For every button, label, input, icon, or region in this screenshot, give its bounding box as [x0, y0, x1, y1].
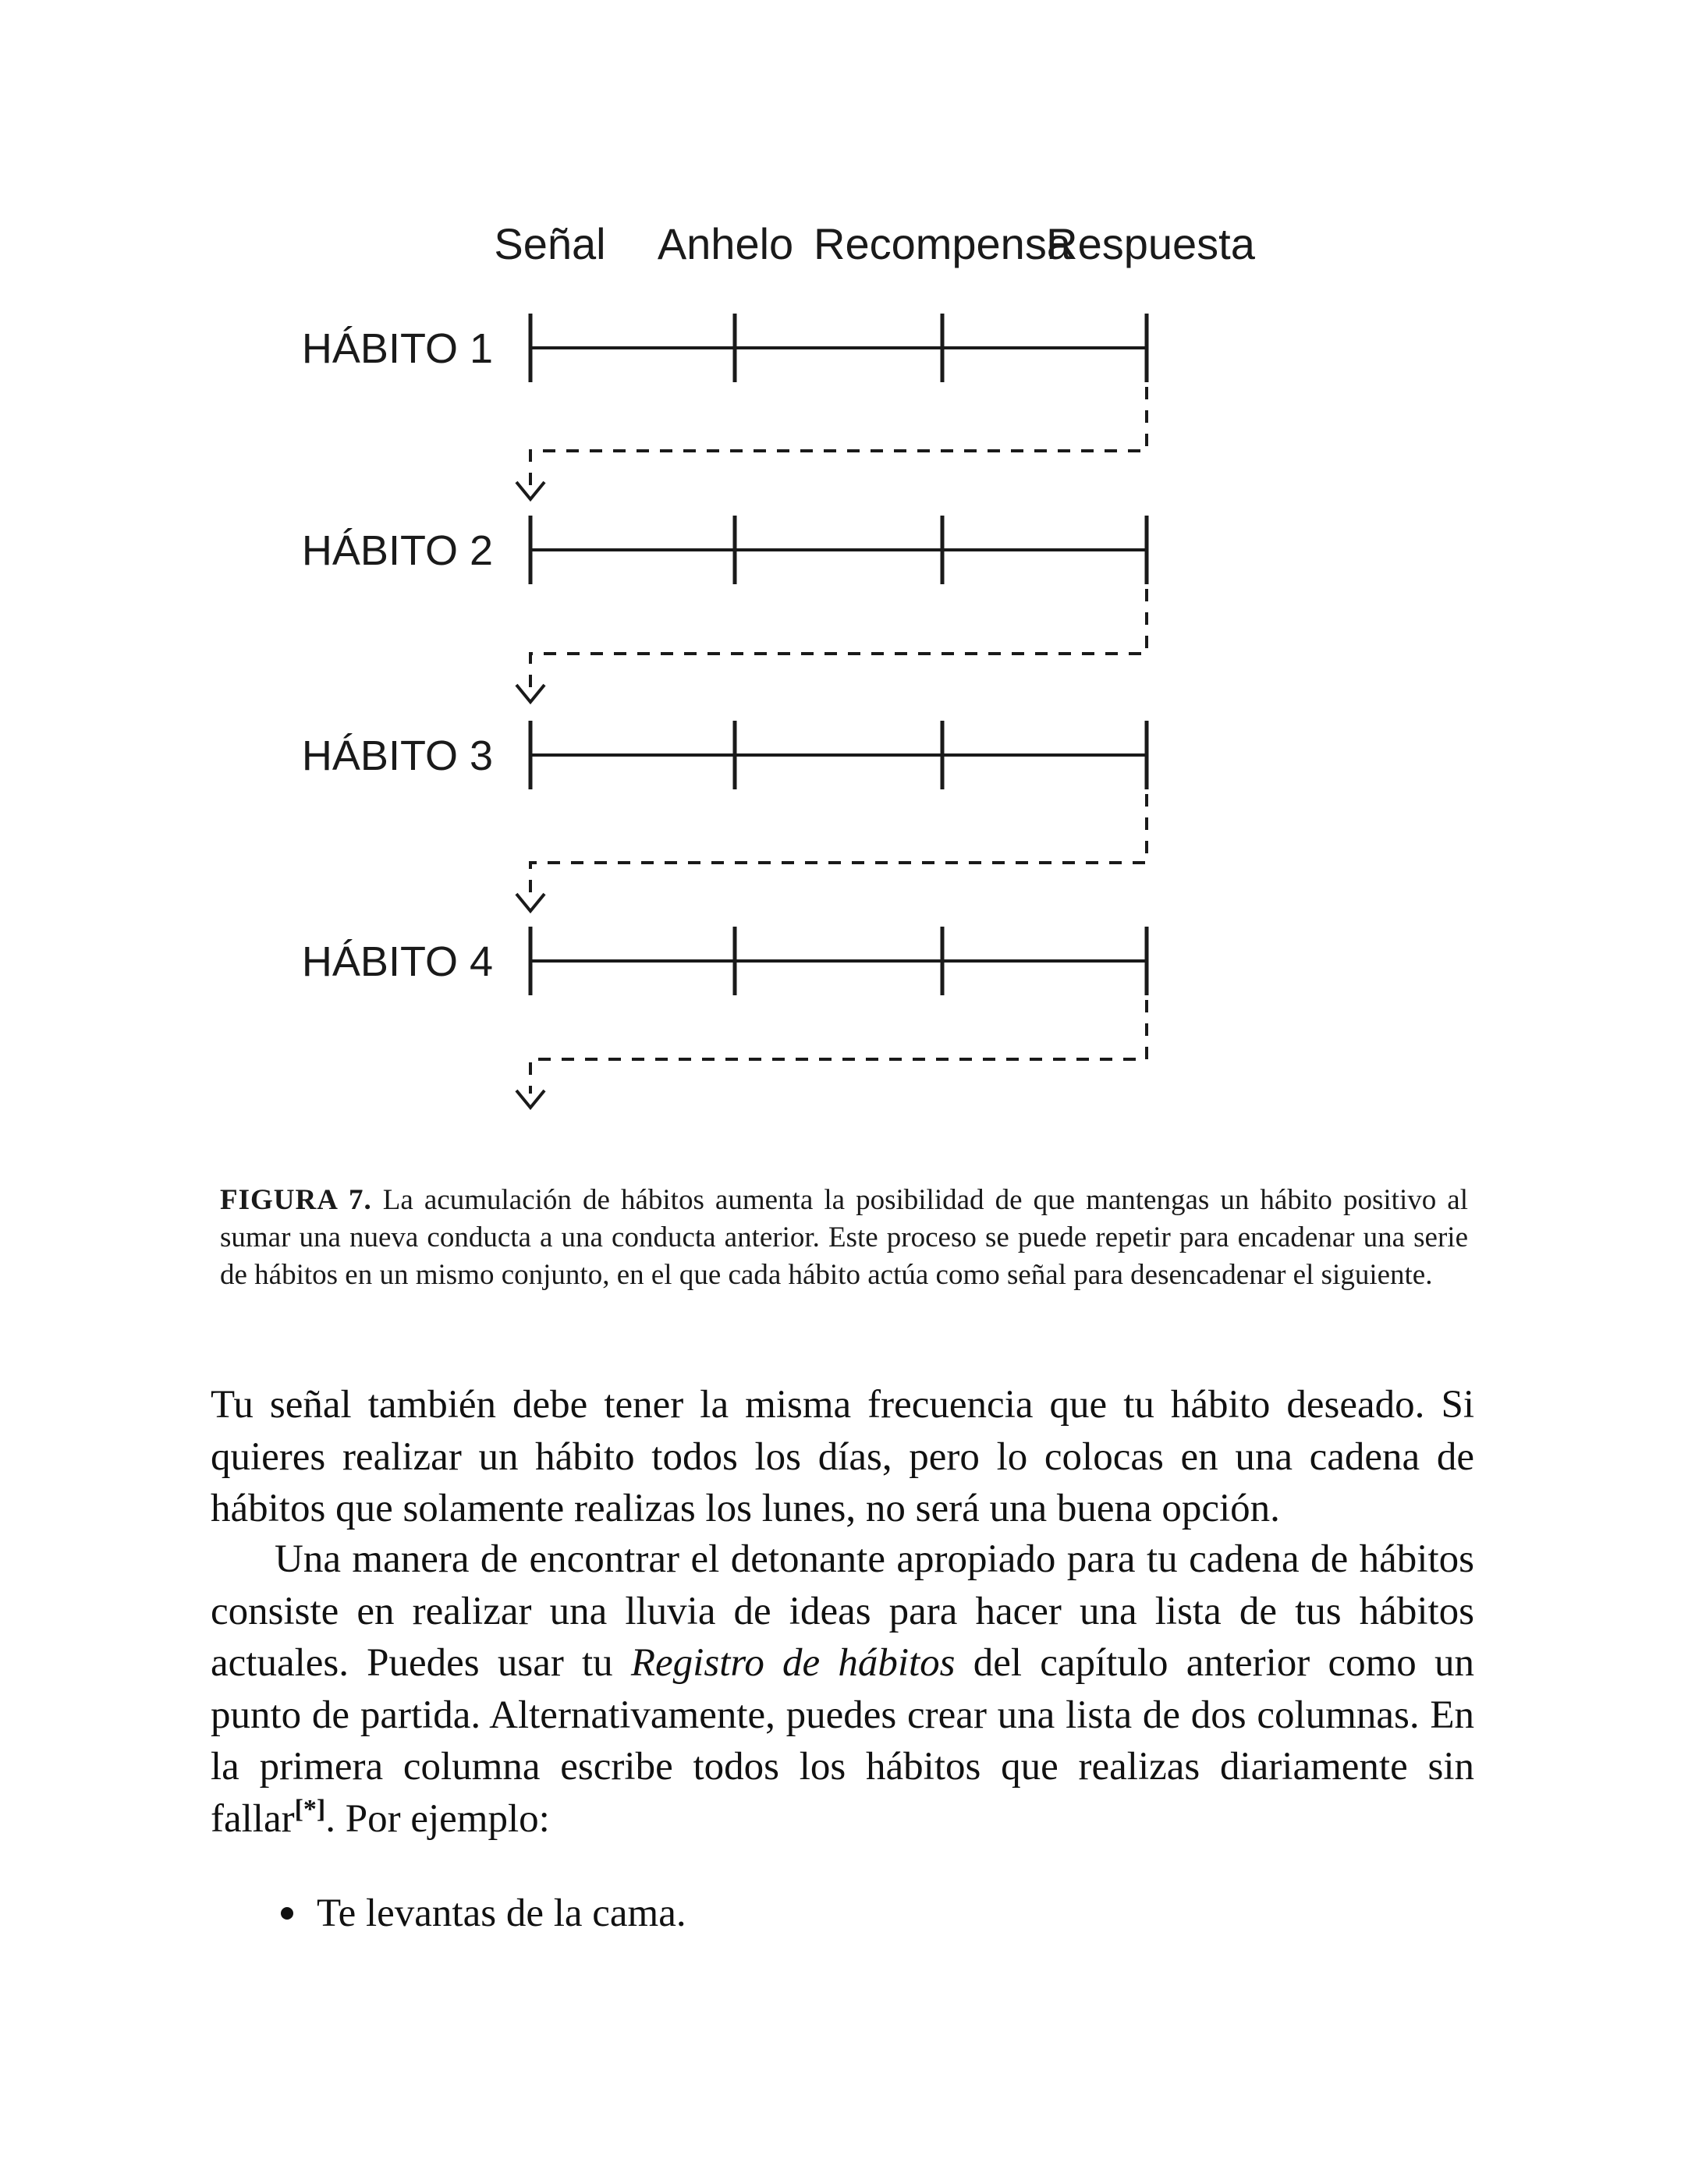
arrow-down-icon [516, 894, 544, 911]
paragraph-2-end: . Por ejemplo: [325, 1796, 550, 1841]
paragraph-2-start: Una manera de encontrar el detonante apropiado para tu cadena de hábitos consiste en realizar una lluvia de ideas para hacer una lista de tus hábitos actuales. Puedes usar tu [211, 1537, 1474, 1685]
habit-row-label: HÁBITO 1 [301, 325, 493, 372]
dashed-connector [530, 589, 1147, 688]
paragraph-2 [211, 1533, 1474, 1845]
paragraph-1: Tu señal también debe tener la misma frecuencia que tu hábito deseado. Si quieres realizar un hábito todos los días, pero lo colocas en una cadena de hábitos que solamente realizas los lunes, no será una buena opción. [211, 1383, 1474, 1530]
dashed-connector [530, 387, 1147, 485]
column-label: Respuesta [1046, 219, 1255, 268]
column-label: Señal [494, 219, 606, 268]
habit-row-label: HÁBITO 3 [301, 732, 493, 779]
habit-row-label: HÁBITO 2 [301, 527, 493, 574]
footnote-link[interactable]: [*] [294, 1794, 326, 1824]
registro-habitos-title: Registro de hábitos [630, 1641, 956, 1685]
column-label: Recompensa [814, 219, 1071, 268]
habit-row-label: HÁBITO 4 [301, 938, 493, 985]
dashed-connector [530, 1000, 1147, 1094]
dashed-connector [530, 794, 1147, 897]
caption-label: FIGURA 7. [220, 1184, 372, 1216]
list-item [281, 1888, 686, 1939]
arrow-down-icon [516, 685, 544, 702]
column-label: Anhelo [657, 219, 794, 268]
bullet-icon [281, 1907, 293, 1920]
caption-text: La acumulación de hábitos aumenta la posibilidad de que mantengas un hábito positivo al sumar una nueva conducta a una conducta anterior. Este proceso se puede repetir para encadenar una serie de hábitos en un mismo conjunto, en el que cada hábito actúa como señal para desencadenar el siguiente. [220, 1184, 1468, 1291]
paragraph-2-middle: del capítulo anterior como un punto de partida. Alternativamente, puedes crear una lista de dos columnas. En la primera columna escribe todos los hábitos que realizas diariamente sin fallar [211, 1641, 1474, 1841]
figure-caption [220, 1182, 1468, 1294]
list-item-text: Te levantas de la cama. [317, 1892, 686, 1935]
